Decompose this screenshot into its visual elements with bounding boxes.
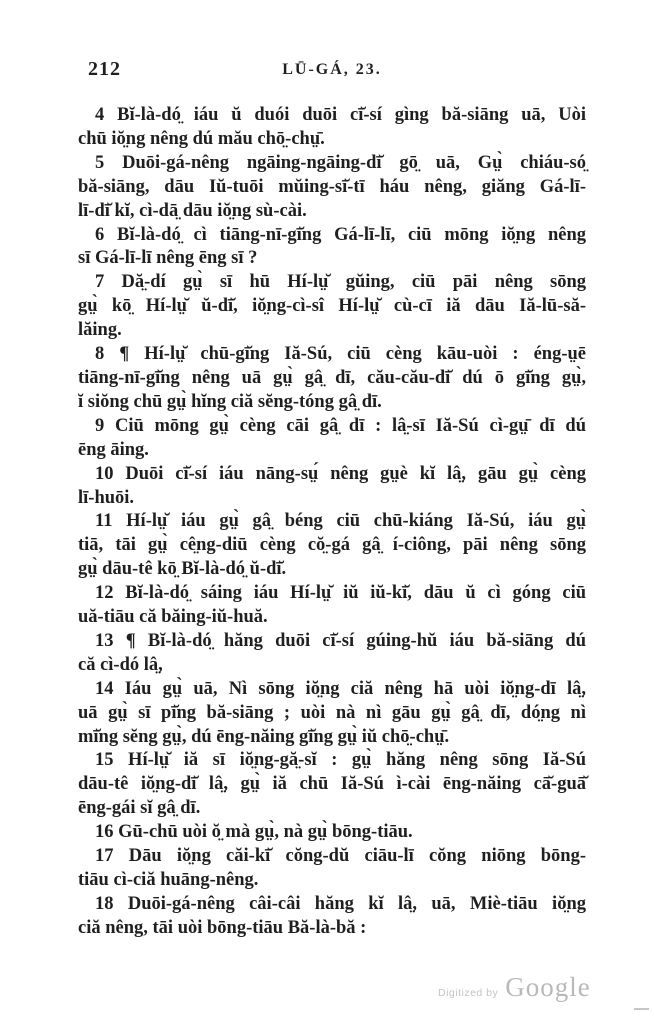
verse-line: ciă nêng, tāi uòi bōng-tiāu Bă-là-bă : xyxy=(78,917,367,938)
text-block xyxy=(78,104,586,941)
verse-number: 16 xyxy=(95,822,114,843)
verse-line: 18 Duōi-gá-nêng câi-câi hăng kĭ lâ̤, uā, Miè-tiāu iŏ̤ng xyxy=(95,893,586,914)
verse-number: 8 xyxy=(95,344,105,365)
verse-line: 12 Bĭ-là-dó̤ sáing iáu Hí-lṳ̆ iŭ iŭ-kī̆, dāu ŭ cì góng ciū xyxy=(95,583,586,604)
verse-line: tiāng-nī-gī̆ng nêng uā gṳ̀ gâ̤ dī, cău-cău-dī̆ dú ō gī̆ng gṳ̀, xyxy=(78,367,586,388)
verse-number: 10 xyxy=(95,463,114,484)
verse-line: că cì-dó lâ̤, xyxy=(78,654,163,675)
verse-number: 14 xyxy=(95,678,114,699)
verse-number: 17 xyxy=(95,846,114,867)
verse-line: lăing. xyxy=(78,320,122,341)
verse-line: lī-huōi. xyxy=(78,487,135,508)
verse-line: 10 Duōi cī̆-sí iáu nāng-sṳ́ nêng gṳè kĭ lâ̤, gāu gṳ̀ cèng xyxy=(95,463,586,484)
verse-line: ēng āing. xyxy=(78,439,149,460)
verse-line: 13 ¶ Bĭ-là-dó̤ hăng duōi cī̆-sí gúing-hŭ iáu bă-siāng dú xyxy=(95,630,586,651)
digitized-watermark xyxy=(438,972,591,1003)
scan-edge-artifact xyxy=(634,1008,649,1010)
verse-line: gṳ̀ kō̤ Hí-lṳ̆ ŭ-dī̆, iŏ̤ng-cì-sî Hí-lṳ̆ cù-cī iă dāu Iă-lū-să- xyxy=(78,296,586,317)
watermark-prefix-label: Digitized by xyxy=(438,987,499,999)
verse-number: 18 xyxy=(95,893,114,914)
verse-line: 4 Bĭ-là-dó̤ iáu ŭ duói duōi cī̆-sí gìng bă-siāng uā, Uòi xyxy=(95,105,586,125)
verse-number: 13 xyxy=(95,630,114,651)
verse-number: 4 xyxy=(95,105,105,125)
verse-number: 15 xyxy=(95,750,114,771)
verse-line: ēng-gái sĭ gâ̤ dī. xyxy=(78,798,201,819)
verse-line: tiāu cì-ciă huāng-nêng. xyxy=(78,870,259,890)
verse-number: 12 xyxy=(95,583,114,604)
pilcrow-icon: ¶ xyxy=(125,630,136,651)
verse-line: ĭ siŏng chū gṳ̀ hĭng ciă sĕng-tóng gâ̤ dī. xyxy=(78,391,382,412)
pilcrow-icon: ¶ xyxy=(119,344,130,365)
verse-line: 14 Iáu gṳ̀ uā, Nì sōng iŏ̤ng ciă nêng hā uòi iŏ̤ng-dī lâ̤, xyxy=(95,678,586,699)
verse-number: 6 xyxy=(95,224,105,245)
verse-line: tiā, tāi gṳ̀ cê̤ng-diū cèng cŏ̤-gá gâ̤ í-ciông, pāi nêng sōng xyxy=(78,535,586,556)
verse-line: mī̆ng sĕng gṳ̀, dú ēng-năing gī̆ng gṳ̀ iŭ chō̤-chṳ̄. xyxy=(78,726,450,747)
verse-line: 17 Dāu iŏ̤ng căi-kī̆ cŏng-dŭ ciāu-lī cŏng niōng bōng- xyxy=(95,846,586,867)
verse-line: 9 Ciū mōng gṳ̀ cèng cāi gâ̤ dī : lâ̤-sī Iă-Sú cì-gṳ̄ dī dú xyxy=(95,415,586,436)
verse-line: 8 ¶ Hí-lṳ̆ chū-gī̆ng Iă-Sú, ciū cèng kāu-uòi : éng-ṳē xyxy=(95,344,586,365)
verse-line: dāu-tê iŏ̤ng-dī̆ lâ̤, gṳ̀ iă chū Iă-Sú ì-cài ēng-năing cā̆-guā̆ xyxy=(78,774,586,795)
verse-line: 5 Duōi-gá-nêng ngāing-ngāing-dī̆ gō̤ uā, Gṳ̀ chiáu-só̤ xyxy=(95,152,586,173)
verse-number: 9 xyxy=(95,415,105,436)
verse-number: 7 xyxy=(95,272,105,293)
verse-number: 5 xyxy=(95,152,105,173)
verse-line: 7 Dă̤-dí gṳ̀ sī hū Hí-lṳ̆ gŭing, ciū pāi nêng sōng xyxy=(95,272,586,293)
verse-line: sī Gá-lī-lī nêng ēng sī ? xyxy=(78,248,258,269)
verse-line: gṳ̀ dāu-tê kō̤ Bĭ-là-dó̤ ŭ-dī̆. xyxy=(78,559,287,580)
running-header-title: LŪ-GÁ, 23. xyxy=(282,61,382,78)
verse-line: 11 Hí-lṳ̆ iáu gṳ̀ gâ̤ béng ciū chū-kiáng Iă-Sú, iáu gṳ̀ xyxy=(95,511,586,532)
verse-line: 15 Hí-lṳ̆ iă sī iŏ̤ng-gă̤-sĭ : gṳ̀ hăng nêng sōng Iă-Sú xyxy=(95,750,586,771)
verse-line: uā gṳ̀ sī pī̆ng bă-siāng ; uòi nà nì gāu gṳ̀ gâ̤ dī, dó̤ng nì xyxy=(78,702,586,723)
page-number: 212 xyxy=(88,58,121,80)
verse-number: 11 xyxy=(95,511,113,532)
verse-line: bă-siāng, dāu Iŭ-tuōi mŭing-sī̆-tī háu nêng, giăng Gá-lī- xyxy=(78,176,586,197)
verse-line: uă-tiāu că băing-iŭ-huă. xyxy=(78,607,268,628)
verse-line: chū iŏ̤ng nêng dú mău chō̤-chṳ̄. xyxy=(78,128,325,149)
verse-line: lī-dī̆ kĭ, cì-dā̤ dāu iŏ̤ng sù-cài. xyxy=(78,200,307,221)
verse-line: 16 Gū-chū uòi ŏ̤ mà gṳ̀, nà gṳ̀ bōng-tiāu. xyxy=(95,822,413,843)
google-logo-text: Google xyxy=(505,972,591,1002)
verse-line: 6 Bĭ-là-dó̤ cì tiāng-nī-gī̆ng Gá-lī-lī, ciū mōng iŏ̤ng nêng xyxy=(95,224,586,245)
